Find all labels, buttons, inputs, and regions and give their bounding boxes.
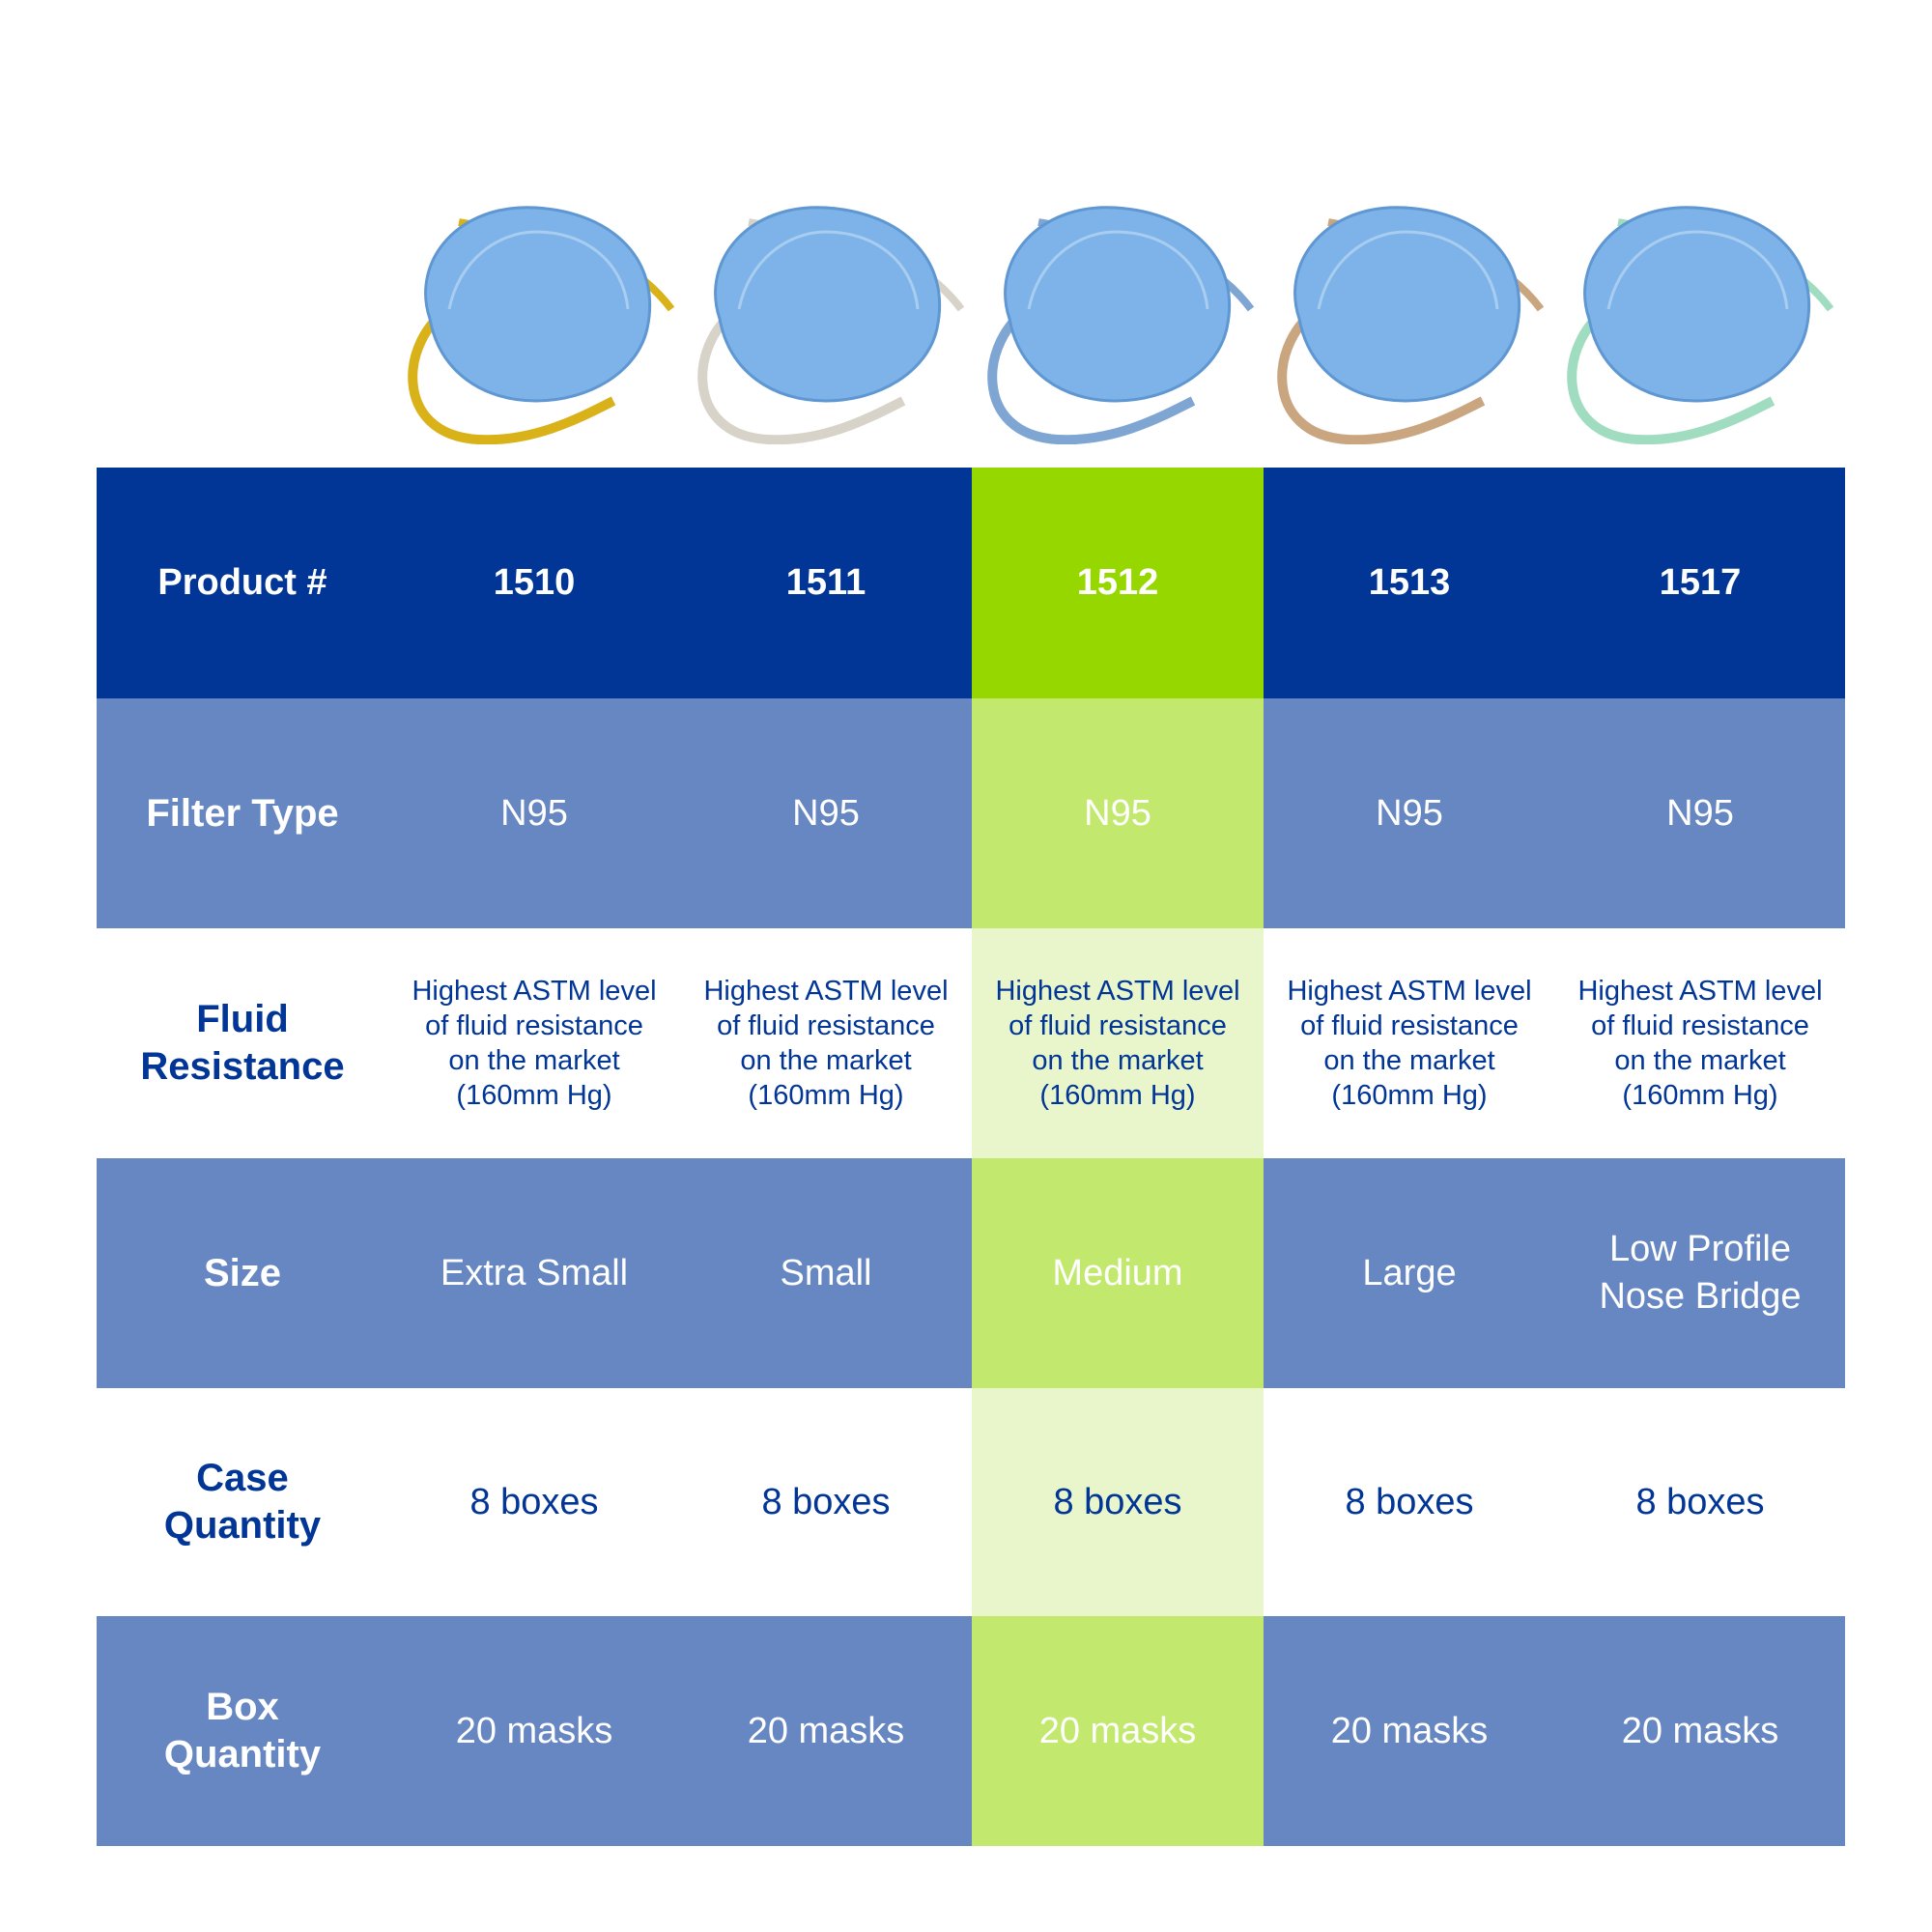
comparison-table (97, 468, 1845, 1846)
size-cell: Medium (972, 1158, 1264, 1388)
box-quantity-cell: 20 masks (388, 1616, 680, 1846)
box-quantity-cell: 20 masks (680, 1616, 972, 1846)
product-1512: 1512 (972, 468, 1264, 698)
text-line: (160mm Hg) (1039, 1080, 1196, 1111)
text-line: of fluid resistance (1591, 1010, 1809, 1041)
text-line: on the market (1032, 1045, 1204, 1076)
text-line: Nose Bridge (1599, 1276, 1802, 1317)
size-cell: Small (680, 1158, 972, 1388)
respirator-icon (1550, 193, 1840, 444)
case-quantity-cell: 8 boxes (972, 1388, 1264, 1616)
filter-type-cell: N95 (972, 698, 1264, 928)
text-line: on the market (448, 1045, 620, 1076)
box-quantity-cell: 20 masks (972, 1616, 1264, 1846)
text-line: Highest ASTM level (1287, 976, 1532, 1007)
row-label-filter-type: Filter Type (97, 698, 388, 928)
size-cell: Large (1264, 1158, 1555, 1388)
fluid-resistance-cell (388, 928, 680, 1158)
filter-type-cell: N95 (388, 698, 680, 928)
text-line: Highest ASTM level (995, 976, 1240, 1007)
fluid-resistance-cell (972, 928, 1264, 1158)
respirator-icon (971, 193, 1261, 444)
product-1510: 1510 (388, 468, 680, 698)
filter-type-cell: N95 (680, 698, 972, 928)
text-line: of fluid resistance (1300, 1010, 1519, 1041)
product-1513: 1513 (1264, 468, 1555, 698)
label-line: Box (206, 1686, 279, 1729)
text-line: on the market (740, 1045, 912, 1076)
label-line: Quantity (163, 1733, 322, 1776)
product-1517: 1517 (1555, 468, 1845, 698)
fluid-resistance-cell (1555, 928, 1845, 1158)
label-line: Quantity (163, 1504, 322, 1547)
box-quantity-cell: 20 masks (1264, 1616, 1555, 1846)
row-label-case-quantity (97, 1388, 388, 1616)
size-cell (1555, 1158, 1845, 1388)
mask-image-1513 (1261, 193, 1550, 444)
respirator-icon (1261, 193, 1550, 444)
case-quantity-cell: 8 boxes (1555, 1388, 1845, 1616)
case-quantity-cell: 8 boxes (1264, 1388, 1555, 1616)
text-line: of fluid resistance (717, 1010, 935, 1041)
row-label-box-quantity (97, 1616, 388, 1846)
respirator-icon (391, 193, 681, 444)
label-line: Resistance (140, 1045, 345, 1088)
text-line: (160mm Hg) (1622, 1080, 1778, 1111)
text-line: (160mm Hg) (748, 1080, 904, 1111)
mask-image-1517 (1550, 193, 1840, 444)
text-line: Highest ASTM level (1577, 976, 1823, 1007)
row-label-size: Size (97, 1158, 388, 1388)
mask-image-1510 (391, 193, 681, 444)
text-line: (160mm Hg) (1331, 1080, 1488, 1111)
fluid-resistance-cell (680, 928, 972, 1158)
mask-image-1512 (971, 193, 1261, 444)
row-label-fluid-resistance (97, 928, 388, 1158)
text-line: Highest ASTM level (412, 976, 657, 1007)
filter-type-cell: N95 (1555, 698, 1845, 928)
size-cell: Extra Small (388, 1158, 680, 1388)
filter-type-cell: N95 (1264, 698, 1555, 928)
text-line: of fluid resistance (1009, 1010, 1227, 1041)
label-line: Fluid (196, 998, 289, 1041)
text-line: Highest ASTM level (703, 976, 949, 1007)
row-label-product: Product # (97, 468, 388, 698)
fluid-resistance-cell (1264, 928, 1555, 1158)
label-line: Case (196, 1457, 289, 1500)
box-quantity-cell: 20 masks (1555, 1616, 1845, 1846)
product-1511: 1511 (680, 468, 972, 698)
text-line: Low Profile (1609, 1228, 1791, 1269)
text-line: on the market (1323, 1045, 1495, 1076)
text-line: of fluid resistance (425, 1010, 643, 1041)
mask-images-row (0, 0, 1932, 464)
respirator-icon (681, 193, 971, 444)
case-quantity-cell: 8 boxes (388, 1388, 680, 1616)
case-quantity-cell: 8 boxes (680, 1388, 972, 1616)
mask-image-1511 (681, 193, 971, 444)
text-line: (160mm Hg) (456, 1080, 612, 1111)
text-line: on the market (1614, 1045, 1786, 1076)
